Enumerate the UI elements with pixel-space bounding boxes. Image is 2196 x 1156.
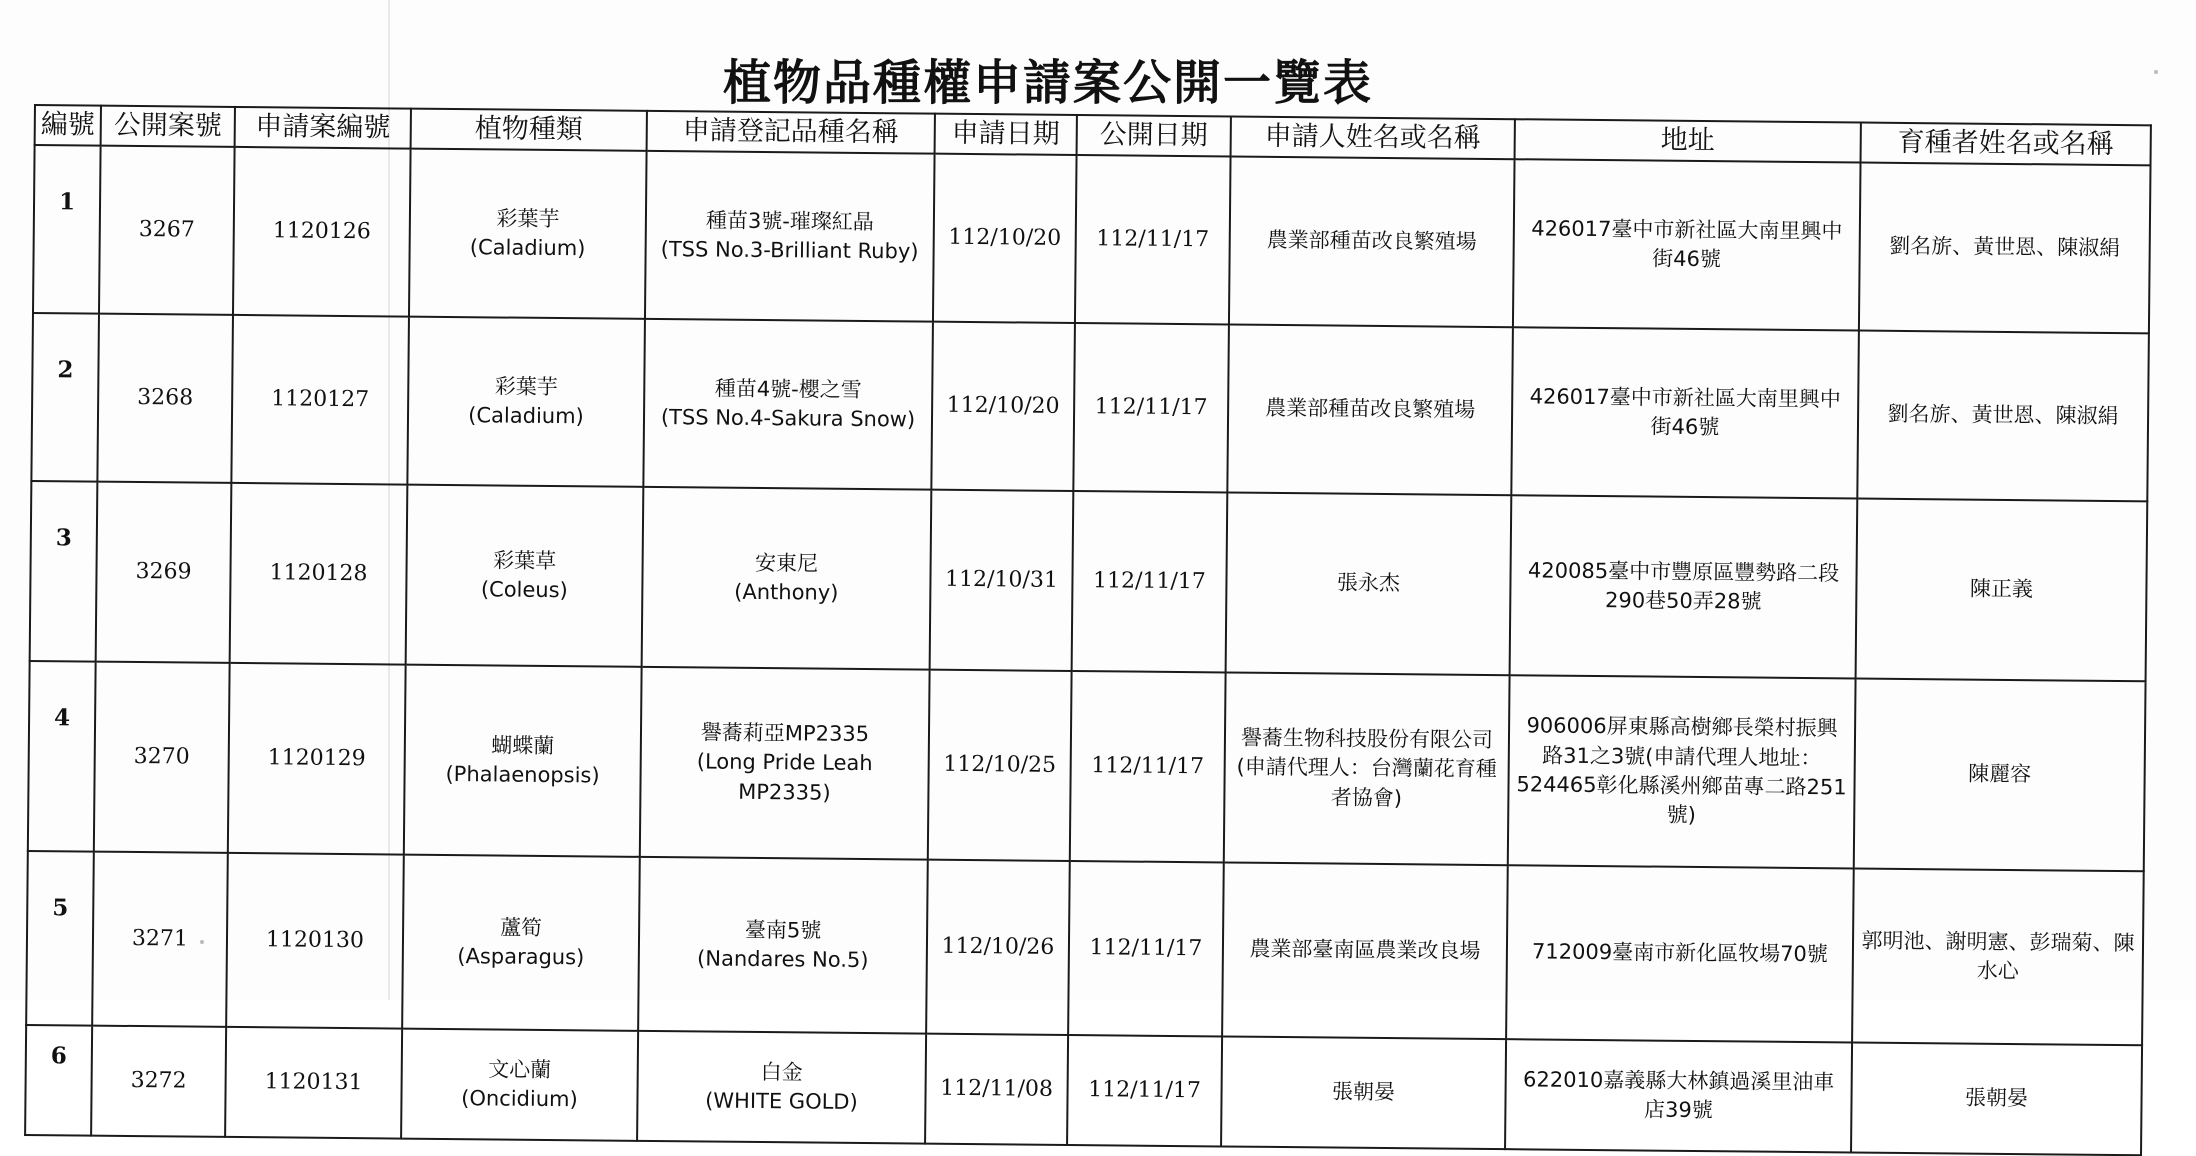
variety-en: (Long Pride Leah MP2335): [696, 749, 873, 805]
table-row: [33, 145, 2151, 333]
cell-pub-no: 3268: [97, 314, 233, 483]
document-title: 植物品種權申請案公開一覽表: [722, 55, 1373, 111]
cell-no: 2: [31, 313, 99, 482]
variety-en: (Anthony): [734, 579, 839, 605]
cell-variety: [642, 487, 932, 670]
cell-app-no: 1120127: [231, 315, 409, 485]
table-row: [28, 661, 2146, 871]
cell-applicant: 譽蕎生物科技股份有限公司(申請代理人：台灣蘭花育種者協會): [1224, 672, 1510, 865]
species-zh: 文心蘭: [488, 1057, 552, 1082]
cell-pub-no: 3269: [96, 482, 232, 663]
cell-applicant: 農業部種苗改良繁殖場: [1227, 324, 1513, 495]
header-cell-app-no: 申請案編號: [235, 107, 411, 149]
cell-address: 622010嘉義縣大林鎮過溪里油車店39號: [1505, 1039, 1852, 1152]
cell-variety: [643, 319, 933, 490]
cell-app-date: 112/10/31: [930, 490, 1074, 671]
cell-pub-date: 112/11/17: [1075, 155, 1231, 324]
header-cell-variety: 申請登記品種名稱: [647, 111, 935, 154]
cell-variety: [638, 857, 928, 1034]
variety-zh: 種苗4號-櫻之雪: [714, 376, 862, 402]
cell-app-no: 1120126: [233, 147, 411, 317]
header-cell-pub-date: 公開日期: [1077, 115, 1231, 156]
species-en: (Phalaenopsis): [445, 761, 600, 788]
table-row: [25, 1025, 2142, 1155]
cell-species: [409, 149, 647, 319]
cell-pub-date: 112/11/17: [1072, 491, 1228, 672]
cell-species: [401, 1029, 638, 1141]
cell-address: 426017臺中市新社區大南里興中街46號: [1511, 327, 1859, 498]
cell-applicant: 張朝晏: [1221, 1036, 1506, 1149]
variety-en: (TSS No.4-Sakura Snow): [660, 405, 916, 432]
cell-breeder: 郭明池、謝明憲、彭瑞菊、陳水心: [1852, 869, 2144, 1046]
table-row: [26, 851, 2144, 1045]
cell-species: [404, 665, 642, 857]
cell-app-date: 112/10/26: [926, 860, 1070, 1035]
cell-species: [407, 317, 645, 487]
header-cell-pub-no: 公開案號: [101, 106, 235, 147]
cell-app-date: 112/10/20: [933, 154, 1077, 323]
species-en: (Coleus): [480, 577, 568, 603]
species-zh: 彩葉芋: [494, 374, 558, 399]
cell-app-date: 112/10/25: [928, 670, 1072, 861]
variety-zh: 譽蕎莉亞MP2335: [700, 720, 870, 746]
publication-table-wrapper: [26, 104, 2150, 1123]
cell-pub-date: 112/11/17: [1073, 323, 1229, 492]
cell-breeder: 陳麗容: [1854, 679, 2146, 872]
cell-applicant: 農業部臺南區農業改良場: [1222, 862, 1508, 1039]
species-en: (Caladium): [469, 235, 586, 261]
cell-pub-date: 112/11/17: [1070, 671, 1226, 862]
cell-breeder: 劉名旂、黃世恩、陳淑絹: [1857, 331, 2149, 502]
header-cell-address: 地址: [1515, 119, 1861, 162]
cell-variety: [637, 1031, 926, 1144]
species-en: (Oncidium): [461, 1086, 578, 1112]
cell-pub-no: 3272: [91, 1026, 226, 1137]
publication-table: [24, 104, 2152, 1156]
header-cell-app-date: 申請日期: [935, 114, 1077, 155]
variety-en: (TSS No.3-Brilliant Ruby): [660, 237, 919, 264]
variety-zh: 臺南5號: [744, 917, 822, 943]
header-cell-applicant: 申請人姓名或名稱: [1231, 116, 1515, 159]
species-en: (Asparagus): [457, 944, 585, 970]
scan-speck: [2154, 70, 2158, 74]
species-zh: 彩葉草: [493, 548, 557, 573]
cell-address: 906006屏東縣高樹鄉長榮村振興路31之3號(申請代理人地址：524465彰化縣溪州鄉苗專二路251號): [1508, 675, 1856, 868]
header-cell-species: 植物種類: [411, 109, 647, 151]
cell-app-no: 1120128: [230, 483, 408, 665]
header-cell-breeder: 育種者姓名或名稱: [1861, 123, 2151, 166]
cell-variety: [640, 667, 930, 860]
cell-no: 6: [25, 1025, 92, 1136]
cell-app-date: 112/11/08: [925, 1034, 1068, 1145]
cell-species: [402, 855, 640, 1031]
cell-pub-no: 3271: [92, 852, 228, 1027]
species-zh: 彩葉芋: [496, 206, 560, 231]
cell-pub-date: 112/11/17: [1067, 1035, 1222, 1146]
cell-breeder: 張朝晏: [1851, 1042, 2142, 1155]
variety-en: (Nandares No.5): [697, 946, 869, 973]
cell-applicant: 張永杰: [1226, 492, 1512, 675]
table-row: [31, 313, 2149, 501]
table-row: [30, 481, 2148, 681]
cell-variety: [645, 151, 935, 322]
cell-app-date: 112/10/20: [931, 322, 1075, 491]
species-zh: 蘆筍: [500, 915, 543, 940]
species-en: (Caladium): [468, 403, 584, 429]
species-zh: 蝴蝶蘭: [491, 733, 555, 758]
cell-breeder: 劉名旂、黃世恩、陳淑絹: [1859, 163, 2151, 334]
header-cell-no: 編號: [35, 105, 101, 146]
cell-applicant: 農業部種苗改良繁殖場: [1229, 156, 1515, 327]
cell-address: 426017臺中市新社區大南里興中街46號: [1513, 159, 1861, 330]
cell-no: 5: [26, 851, 94, 1026]
cell-breeder: 陳正義: [1856, 499, 2148, 682]
cell-pub-date: 112/11/17: [1068, 861, 1224, 1036]
cell-pub-no: 3270: [94, 662, 230, 853]
variety-zh: 安東尼: [755, 550, 819, 576]
cell-address: 712009臺南市新化區牧場70號: [1506, 865, 1854, 1042]
cell-pub-no: 3267: [99, 146, 235, 315]
cell-species: [406, 485, 644, 667]
cell-no: 4: [28, 661, 96, 852]
cell-address: 420085臺中市豐原區豐勢路二段290巷50弄28號: [1510, 495, 1858, 678]
variety-zh: 種苗3號-璀璨紅晶: [705, 208, 874, 234]
cell-app-no: 1120129: [228, 663, 406, 855]
cell-app-no: 1120130: [226, 853, 404, 1029]
variety-zh: 白金: [760, 1059, 803, 1085]
cell-no: 3: [30, 481, 98, 662]
cell-app-no: 1120131: [225, 1027, 402, 1139]
variety-en: (WHITE GOLD): [705, 1088, 858, 1114]
cell-no: 1: [33, 145, 101, 314]
